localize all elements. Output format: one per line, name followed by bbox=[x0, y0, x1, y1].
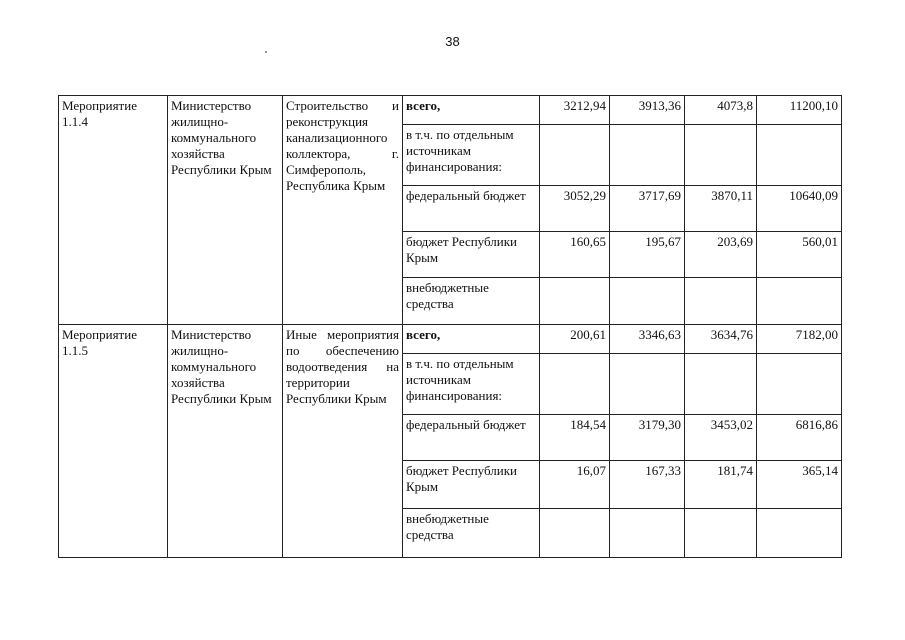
funding-source-cell: бюджет Республики Крым bbox=[403, 461, 540, 509]
amount-cell bbox=[757, 354, 842, 415]
amount-cell: 167,33 bbox=[610, 461, 685, 509]
table-row bbox=[59, 96, 842, 125]
org-cell: Министерство жилищно-коммунального хозяйства Республики Крым bbox=[168, 96, 283, 325]
measure-cell: Мероприятие 1.1.4 bbox=[59, 96, 168, 325]
amount-cell bbox=[540, 278, 610, 325]
amount-cell bbox=[610, 278, 685, 325]
amount-cell bbox=[540, 509, 610, 558]
amount-cell: 16,07 bbox=[540, 461, 610, 509]
amount-cell: 7182,00 bbox=[757, 325, 842, 354]
amount-cell: 4073,8 bbox=[685, 96, 757, 125]
amount-cell: 560,01 bbox=[757, 232, 842, 278]
amount-cell: 160,65 bbox=[540, 232, 610, 278]
financing-table bbox=[58, 95, 842, 558]
table-row bbox=[59, 325, 842, 354]
amount-cell: 3179,30 bbox=[610, 415, 685, 461]
amount-cell: 365,14 bbox=[757, 461, 842, 509]
amount-cell bbox=[757, 125, 842, 186]
funding-source-cell: всего, bbox=[403, 96, 540, 125]
org-cell: Министерство жилищно-коммунального хозяйства Республики Крым bbox=[168, 325, 283, 558]
amount-cell bbox=[610, 354, 685, 415]
amount-cell bbox=[540, 125, 610, 186]
amount-cell: 3634,76 bbox=[685, 325, 757, 354]
name-cell: Строительство и реконструкция канализационного коллектора, г. Симферополь, Республика Крым bbox=[283, 96, 403, 325]
table-body bbox=[59, 96, 842, 558]
amount-cell: 184,54 bbox=[540, 415, 610, 461]
scan-speck bbox=[265, 51, 267, 53]
amount-cell: 3913,36 bbox=[610, 96, 685, 125]
amount-cell: 181,74 bbox=[685, 461, 757, 509]
measure-cell: Мероприятие 1.1.5 bbox=[59, 325, 168, 558]
amount-cell bbox=[610, 125, 685, 186]
funding-source-cell: внебюджетные средства bbox=[403, 278, 540, 325]
amount-cell bbox=[610, 509, 685, 558]
funding-source-cell: федеральный бюджет bbox=[403, 186, 540, 232]
funding-source-cell: бюджет Республики Крым bbox=[403, 232, 540, 278]
funding-source-cell: в т.ч. по отдельным источникам финансирования: bbox=[403, 354, 540, 415]
amount-cell: 195,67 bbox=[610, 232, 685, 278]
amount-cell bbox=[757, 509, 842, 558]
amount-cell: 3870,11 bbox=[685, 186, 757, 232]
amount-cell: 3717,69 bbox=[610, 186, 685, 232]
name-cell: Иные мероприятия по обеспечению водоотведения на территории Республики Крым bbox=[283, 325, 403, 558]
amount-cell bbox=[685, 509, 757, 558]
amount-cell: 3052,29 bbox=[540, 186, 610, 232]
amount-cell bbox=[540, 354, 610, 415]
amount-cell: 11200,10 bbox=[757, 96, 842, 125]
funding-source-cell: всего, bbox=[403, 325, 540, 354]
amount-cell: 200,61 bbox=[540, 325, 610, 354]
page-number: 38 bbox=[445, 34, 460, 49]
amount-cell: 10640,09 bbox=[757, 186, 842, 232]
amount-cell bbox=[685, 354, 757, 415]
amount-cell bbox=[757, 278, 842, 325]
funding-source-cell: в т.ч. по отдельным источникам финансирования: bbox=[403, 125, 540, 186]
amount-cell: 3212,94 bbox=[540, 96, 610, 125]
amount-cell: 6816,86 bbox=[757, 415, 842, 461]
amount-cell bbox=[685, 125, 757, 186]
amount-cell: 3346,63 bbox=[610, 325, 685, 354]
amount-cell: 203,69 bbox=[685, 232, 757, 278]
funding-source-cell: федеральный бюджет bbox=[403, 415, 540, 461]
amount-cell bbox=[685, 278, 757, 325]
amount-cell: 3453,02 bbox=[685, 415, 757, 461]
funding-source-cell: внебюджетные средства bbox=[403, 509, 540, 558]
